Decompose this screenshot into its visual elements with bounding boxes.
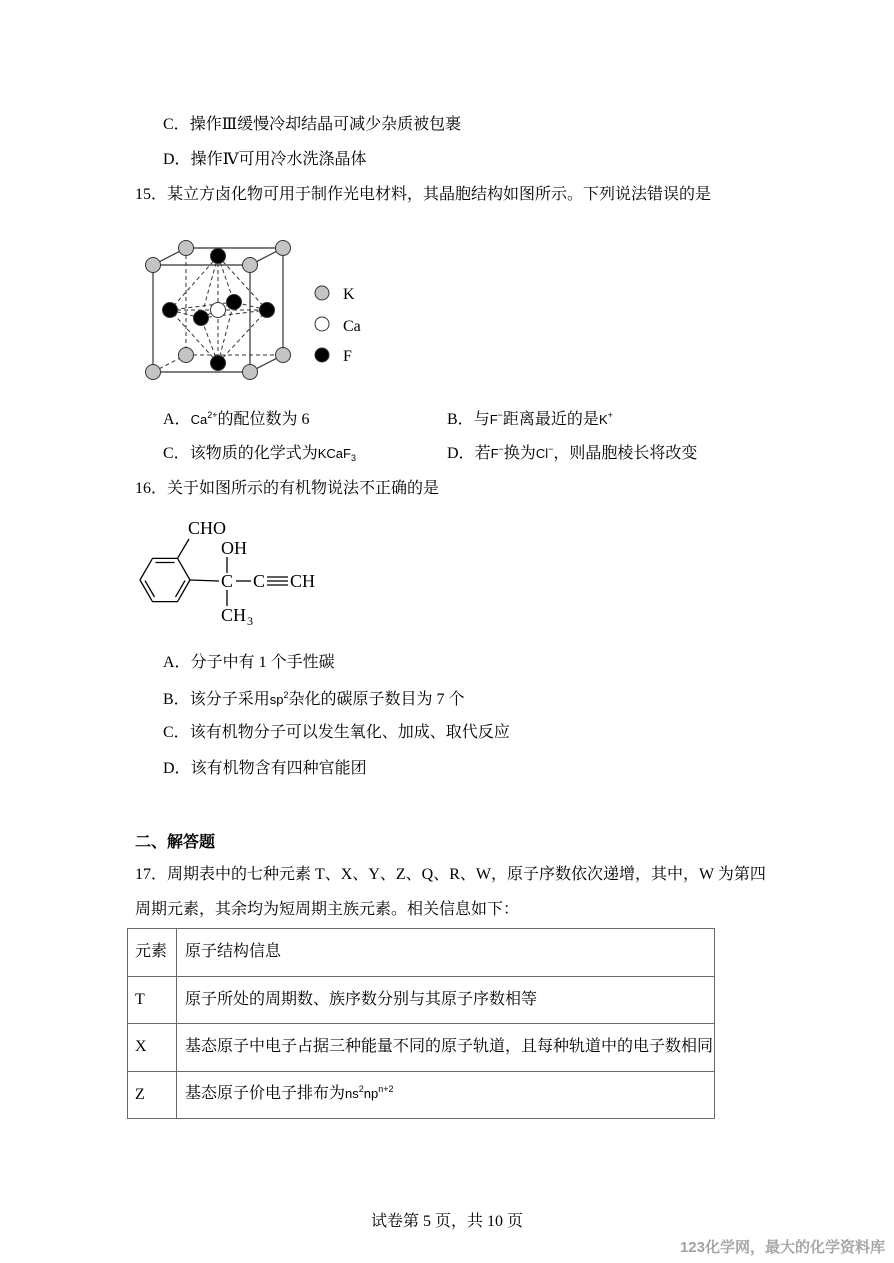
prev-option-d (163, 150, 367, 170)
option-text: 该物质的化学式为 (189, 445, 318, 462)
legend-swatch-k (315, 286, 329, 300)
electron-config-part: ns (345, 1086, 359, 1102)
option-text: 该有机物分子可以发生氧化、加成、取代反应 (189, 724, 510, 741)
chemical-formula: KCaF (317, 446, 351, 461)
option-letter: A． (163, 654, 191, 671)
table-header-cell: 原子结构信息 (177, 929, 715, 977)
q15-option-d (447, 444, 697, 464)
option-text: 分子中有 1 个手性碳 (190, 654, 335, 671)
option-text: 换为 (503, 445, 536, 462)
option-text: 的配位数为 6 (217, 411, 310, 428)
k-atom (146, 258, 161, 273)
orbital-superscript: 2 (283, 690, 289, 700)
legend-swatch-ca (315, 317, 329, 331)
q16-option-a (163, 653, 335, 673)
figure-legend (315, 286, 361, 365)
legend-label-ca: Ca (343, 318, 361, 335)
k-atom (179, 241, 194, 256)
option-letter: D． (163, 760, 191, 777)
table-header-cell: 元素 (128, 929, 177, 977)
methyl-subscript: 3 (247, 614, 253, 628)
q15-option-c (163, 444, 356, 464)
q15-stem (135, 185, 711, 205)
question-text: 关于如图所示的有机物说法不正确的是 (167, 480, 440, 497)
legend-label-f: F (343, 348, 352, 365)
option-letter: C． (163, 445, 190, 462)
ion-symbol: Cl (535, 446, 549, 461)
atoms (146, 241, 291, 380)
f-atom (227, 295, 242, 310)
ion-symbol: F (489, 412, 498, 427)
info-cell: 原子所处的周期数、族序数分别与其原子序数相等 (177, 976, 715, 1024)
ion-charge: 2+ (207, 410, 218, 420)
ring-substituent-bond (190, 580, 219, 581)
electron-config-part: np (363, 1086, 379, 1102)
q15-option-b (447, 410, 613, 430)
option-letter: D． (447, 445, 475, 462)
element-cell: Z (128, 1071, 177, 1119)
electron-config-superscript: n+2 (378, 1084, 394, 1095)
k-atom (243, 365, 258, 380)
legend-swatch-f (315, 348, 329, 362)
benzene-ring (140, 558, 190, 601)
option-text: 该分子采用 (189, 691, 270, 708)
q16-option-b (163, 690, 464, 710)
option-text: 杂化的碳原子数目为 7 个 (288, 691, 465, 708)
option-letter: D． (163, 151, 191, 168)
option-text: ，则晶胞棱长将改变 (553, 445, 698, 462)
table-row (128, 1071, 715, 1119)
ion-symbol: K (598, 412, 608, 427)
question-text: 周期表中的七种元素 T、X、Y、Z、Q、R、W，原子序数依次递增，其中，W 为第四 (167, 866, 766, 883)
methyl-label: CH (221, 605, 247, 625)
bonds (140, 539, 288, 606)
f-atom (211, 249, 226, 264)
q17-stem-line-2: 周期元素，其余均为短周期主族元素。相关信息如下： (135, 901, 520, 918)
info-text: 基态原子价电子排布为 (185, 1085, 346, 1103)
option-letter: C． (163, 724, 190, 741)
option-letter: C． (163, 116, 190, 133)
f-atom (194, 311, 209, 326)
info-cell (177, 1071, 715, 1119)
f-atom (211, 356, 226, 371)
crystal-structure-figure (130, 230, 380, 390)
aldehyde-bond (178, 539, 190, 558)
f-atom (260, 303, 275, 318)
question-number: 16． (135, 480, 168, 497)
ion-symbol: Ca (190, 412, 208, 427)
option-text: 与 (473, 411, 490, 428)
table-row (128, 976, 715, 1024)
option-text: 若 (474, 445, 491, 462)
alkyne-terminal-label: CH (290, 571, 316, 591)
ion-charge: − (498, 444, 504, 454)
table-row (128, 1024, 715, 1072)
orbital-symbol: sp (269, 692, 284, 707)
k-atom (179, 348, 194, 363)
formula-subscript: 3 (350, 453, 356, 463)
k-atom (276, 348, 291, 363)
section-title: 二、解答题 (135, 834, 216, 851)
prev-option-c (163, 115, 461, 135)
element-cell: X (128, 1024, 177, 1072)
option-text: 距离最近的是 (502, 411, 599, 428)
q16-option-c (163, 723, 510, 743)
alkyne-carbon-label: C (253, 571, 266, 591)
q17-stem-line-1 (135, 865, 766, 885)
center-carbon-label: C (221, 571, 234, 591)
legend-label-k: K (343, 286, 355, 303)
question-text: 某立方卤化物可用于制作光电材料，其晶胞结构如图所示。下列说法错误的是 (167, 186, 712, 203)
ca-atom (211, 303, 226, 318)
aldehyde-label: CHO (188, 518, 227, 538)
ion-charge: + (607, 410, 613, 420)
watermark: 123化学网，最大的化学资料库 (679, 1239, 885, 1256)
ion-charge: − (548, 444, 554, 454)
k-atom (276, 241, 291, 256)
question-number: 15． (135, 186, 168, 203)
page-footer: 试卷第 5 页，共 10 页 (370, 1213, 523, 1230)
option-text: 操作Ⅳ可用冷水洗涤晶体 (190, 151, 367, 168)
option-letter: B． (163, 691, 190, 708)
ion-symbol: F (490, 446, 499, 461)
electron-config-superscript: 2 (358, 1084, 364, 1095)
ring-double-bond (145, 581, 155, 597)
k-atom (243, 258, 258, 273)
element-cell: T (128, 976, 177, 1024)
option-letter: A． (163, 411, 191, 428)
octahedron-line (170, 256, 218, 310)
question-number: 17． (135, 866, 168, 883)
option-text: 操作Ⅲ缓慢冷却结晶可减少杂质被包裹 (189, 116, 462, 133)
option-letter: B． (447, 411, 474, 428)
hydroxyl-label: OH (221, 538, 247, 558)
f-atom (163, 303, 178, 318)
option-text: 该有机物含有四种官能团 (190, 760, 367, 777)
ring-double-bond (176, 581, 186, 597)
k-atom (146, 365, 161, 380)
q16-stem (135, 479, 439, 499)
element-info-table (127, 928, 715, 1119)
q16-option-d (163, 759, 367, 779)
q15-option-a (163, 410, 309, 430)
info-cell: 基态原子中电子占据三种能量不同的原子轨道，且每种轨道中的电子数相同 (177, 1024, 715, 1072)
table-header-row (128, 929, 715, 977)
organic-structure-figure (130, 512, 330, 632)
ion-charge: − (497, 410, 503, 420)
